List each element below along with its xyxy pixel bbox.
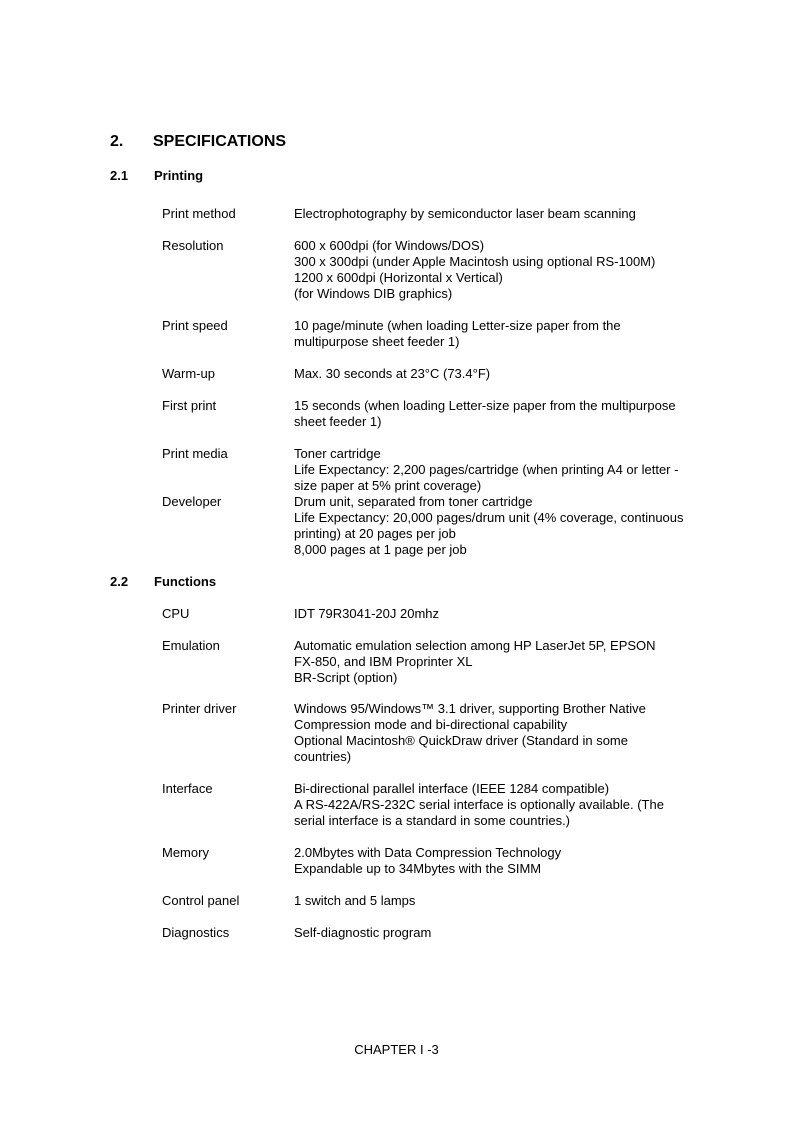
spec-value xyxy=(294,925,699,941)
spec-label: Diagnostics xyxy=(162,925,230,940)
section-number: 2.1 xyxy=(110,168,129,183)
spec-value-line: Electrophotography by semiconductor laser beam scanning xyxy=(294,206,636,221)
spec-value-line: countries) xyxy=(294,749,352,764)
spec-value xyxy=(294,893,699,909)
spec-value-line: A RS-422A/RS-232C serial interface is optionally available. (The xyxy=(294,797,664,812)
spec-value-line: Optional Macintosh® QuickDraw driver (Standard in some xyxy=(294,733,628,748)
spec-value-line: Expandable up to 34Mbytes with the SIMM xyxy=(294,861,542,876)
spec-value-line: FX-850, and IBM Proprinter XL xyxy=(294,654,473,669)
spec-value-line: printing) at 20 pages per job xyxy=(294,526,456,541)
spec-value-line: Drum unit, separated from toner cartridge xyxy=(294,494,533,509)
spec-value xyxy=(294,318,699,350)
spec-value-line: IDT 79R3041-20J 20mhz xyxy=(294,606,440,621)
spec-value-line: 10 page/minute (when loading Letter-size paper from the xyxy=(294,318,621,333)
section-number: 2.2 xyxy=(110,574,129,589)
spec-value xyxy=(294,638,699,686)
spec-value-line: multipurpose sheet feeder 1) xyxy=(294,334,460,349)
spec-label: Printer driver xyxy=(162,701,237,716)
spec-value-line: Windows 95/Windows™ 3.1 driver, supporting Brother Native xyxy=(294,701,646,716)
spec-value-line: Bi-directional parallel interface (IEEE 1284 compatible) xyxy=(294,781,610,796)
spec-value-line: Life Expectancy: 2,200 pages/cartridge (when printing A4 or letter - xyxy=(294,462,679,477)
spec-value xyxy=(294,494,699,558)
spec-label: First print xyxy=(162,398,217,413)
page-footer: CHAPTER I -3 xyxy=(354,1042,439,1057)
spec-value xyxy=(294,845,699,877)
spec-value-line: 600 x 600dpi (for Windows/DOS) xyxy=(294,238,485,253)
spec-label: Resolution xyxy=(162,238,224,253)
chapter-title: SPECIFICATIONS xyxy=(153,133,287,150)
spec-value-line: sheet feeder 1) xyxy=(294,414,382,429)
spec-value xyxy=(294,446,699,494)
spec-label: Developer xyxy=(162,494,222,509)
spec-value-line: BR-Script (option) xyxy=(294,670,398,685)
spec-value-line: Life Expectancy: 20,000 pages/drum unit (4% coverage, continuous xyxy=(294,510,684,525)
spec-value-line: (for Windows DIB graphics) xyxy=(294,286,453,301)
spec-label: Emulation xyxy=(162,638,220,653)
spec-label: Memory xyxy=(162,845,209,860)
spec-label: Interface xyxy=(162,781,213,796)
section-title: Functions xyxy=(154,574,217,589)
spec-value xyxy=(294,701,699,765)
spec-value-line: 300 x 300dpi (under Apple Macintosh using optional RS-100M) xyxy=(294,254,656,269)
spec-value-line: size paper at 5% print coverage) xyxy=(294,478,482,493)
spec-value xyxy=(294,238,699,302)
spec-label: CPU xyxy=(162,606,190,621)
spec-value xyxy=(294,606,699,622)
spec-value-line: Max. 30 seconds at 23°C (73.4°F) xyxy=(294,366,491,381)
spec-value-line: serial interface is a standard in some countries.) xyxy=(294,813,571,828)
spec-value xyxy=(294,398,699,430)
spec-label: Print speed xyxy=(162,318,228,333)
spec-value xyxy=(294,206,699,222)
spec-label: Print method xyxy=(162,206,236,221)
spec-label: Warm-up xyxy=(162,366,215,381)
spec-value-line: 1 switch and 5 lamps xyxy=(294,893,416,908)
spec-label: Control panel xyxy=(162,893,240,908)
spec-label: Print media xyxy=(162,446,228,461)
spec-value xyxy=(294,366,699,382)
spec-value-line: Self-diagnostic program xyxy=(294,925,432,940)
spec-value-line: Compression mode and bi-directional capability xyxy=(294,717,568,732)
spec-value-line: Toner cartridge xyxy=(294,446,381,461)
chapter-number: 2. xyxy=(110,133,124,150)
section-title: Printing xyxy=(154,168,204,183)
spec-value-line: 2.0Mbytes with Data Compression Technology xyxy=(294,845,562,860)
spec-value xyxy=(294,781,699,829)
spec-value-line: 1200 x 600dpi (Horizontal x Vertical) xyxy=(294,270,503,285)
spec-value-line: Automatic emulation selection among HP LaserJet 5P, EPSON xyxy=(294,638,656,653)
spec-value-line: 8,000 pages at 1 page per job xyxy=(294,542,467,557)
spec-value-line: 15 seconds (when loading Letter-size paper from the multipurpose xyxy=(294,398,676,413)
